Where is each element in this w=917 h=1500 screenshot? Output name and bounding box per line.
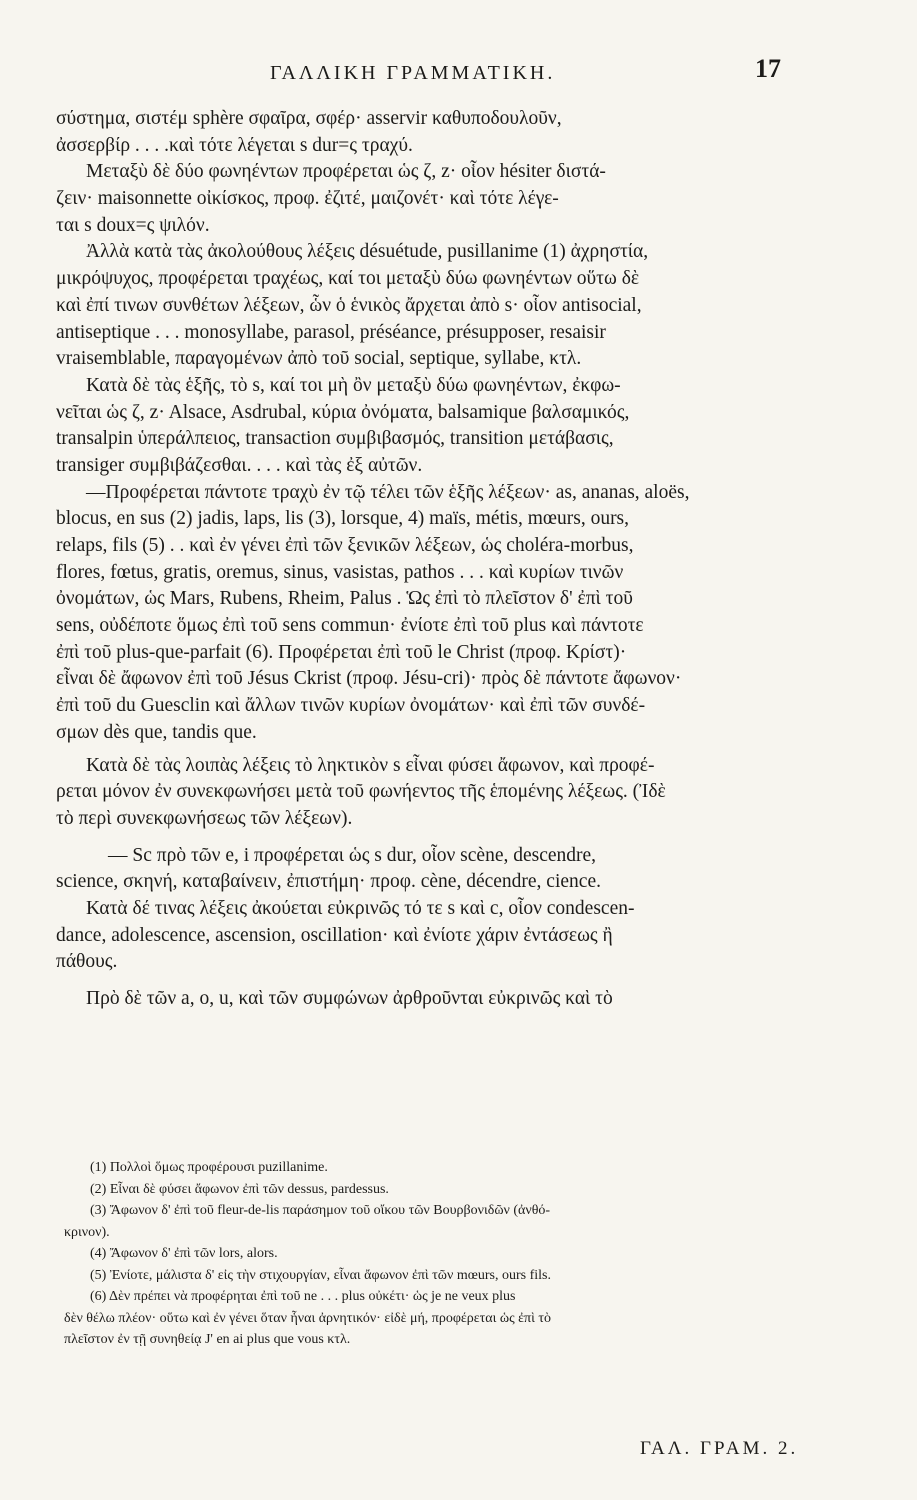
body-text [56, 106, 796, 1013]
text-line: ἐπὶ τοῦ plus-que-parfait (6). Προφέρεται ἐπὶ τοῦ le Christ (προφ. Κρίστ)· [56, 641, 627, 663]
text-line: Μεταξὺ δὲ δύο φωνηέντων προφέρεται ὡς ζ, z· οἷον hésiter διστά- [86, 161, 606, 183]
text-line: flores, fœtus, gratis, oremus, sinus, vasistas, pathos . . . καὶ κυρίων τινῶν [56, 561, 624, 583]
footnote-continuation: κρινον). [64, 1224, 110, 1240]
text-line: ἐπὶ τοῦ du Guesclin καὶ ἄλλων τινῶν κυρίων ὀνομάτων· καὶ ἐπὶ τῶν συνδέ- [56, 695, 646, 717]
footnote: (2) Εἶναι δὲ φύσει ἄφωνον ἐπὶ τῶν dessus, pardessus. [90, 1181, 389, 1197]
footnote-continuation: δὲν θέλω πλέον· οὕτω καὶ ἐν γένει ὅταν ἦναι ἀρνητικόν· εἰδὲ μή, προφέρεται ὡς ἐπὶ τὸ [64, 1310, 551, 1326]
text-line: dance, adolescence, ascension, oscillation· καὶ ἐνίοτε χάριν ἐντάσεως ἢ [56, 924, 613, 946]
footnote: (1) Πολλοὶ ὅμως προφέρουσι puzillanime. [90, 1160, 328, 1175]
page-number: 17 [755, 54, 781, 83]
text-line: Ἀλλὰ κατὰ τὰς ἀκολούθους λέξεις désuétude, pusillanime (1) ἀχρηστία, [86, 241, 649, 263]
running-title: ΓΑΛΛΙΚΗ ΓΡΑΜΜΑΤΙΚΗ. [270, 62, 556, 84]
text-line: μικρόψυχος, προφέρεται τραχέως, καί τοι μεταξὺ δύω φωνηέντων οὕτω δὲ [56, 268, 640, 290]
footnote-continuation: πλεῖστον ἐν τῇ συνηθείᾳ J' en ai plus que vous κτλ. [64, 1332, 351, 1347]
text-line: καὶ ἐπί τινων συνθέτων λέξεων, ὧν ὁ ἑνικὸς ἄρχεται ἀπὸ s· οἷον antisocial, [56, 294, 642, 316]
text-line: sens, οὐδέποτε ὅμως ἐπὶ τοῦ sens commun· ἐνίοτε ἐπὶ τοῦ plus καὶ πάντοτε [56, 615, 644, 637]
footnote: (4) Ἄφωνον δ' ἐπὶ τῶν lors, alors. [90, 1246, 278, 1261]
text-line: ται s doux=ς ψιλόν. [56, 214, 210, 236]
text-line: ρεται μόνον ἐν συνεκφωνήσει μετὰ τοῦ φωνήεντος τῆς ἑπομένης λέξεως. (Ἰδὲ [56, 781, 666, 803]
text-line: ζειν· maisonnette οἰκίσκος, προφ. ἐζιτέ, μαιζονέτ· καὶ τότε λέγε- [56, 188, 559, 210]
text-line: τὸ περὶ συνεκφωνήσεως τῶν λέξεων). [56, 807, 353, 829]
text-line: πάθους. [56, 951, 118, 973]
footnote: (6) Δὲν πρέπει νὰ προφέρηται ἐπὶ τοῦ ne . . . plus οὐκέτι· ὡς je ne veux plus [90, 1289, 516, 1304]
text-line: blocus, en sus (2) jadis, laps, lis (3), lorsque, 4) maïs, métis, mœurs, ours, [56, 508, 630, 530]
text-line: νεῖται ὡς ζ, z· Alsace, Asdrubal, κύρια ὀνόματα, balsamique βαλσαμικός, [56, 401, 630, 423]
text-line: transiger συμβιβάζεσθαι. . . . καὶ τὰς ἐξ αὐτῶν. [56, 454, 423, 476]
footnote: (3) Ἄφωνον δ' ἐπὶ τοῦ fleur-de-lis παράσημον τοῦ οἴκου τῶν Βουρβονιδῶν (ἀνθό- [90, 1203, 551, 1218]
text-line: σύστημα, σιστέμ sphère σφαῖρα, σφέρ· asservir καθυποδουλοῦν, [56, 108, 562, 129]
footnotes [64, 1157, 810, 1351]
text-line: εἶναι δὲ ἄφωνον ἐπὶ τοῦ Jésus Ckrist (προφ. Jésu-cri)· πρὸς δὲ πάντοτε ἄφωνον· [56, 668, 682, 690]
text-line: science, σκηνή, καταβαίνειν, ἐπιστήμη· προφ. cène, décendre, cience. [56, 871, 601, 893]
text-line: Κατὰ δὲ τὰς ἑξῆς, τὸ s, καί τοι μὴ ὂν μεταξὺ δύω φωνηέντων, ἐκφω- [86, 374, 621, 396]
text-line: transalpin ὑπεράλπειος, transaction συμβιβασμός, transition μετάβασις, [56, 428, 614, 450]
printer-signature: ΓΑΛ. ΓΡΑΜ. 2. [640, 1438, 799, 1459]
text-line: relaps, fils (5) . . καὶ ἐν γένει ἐπὶ τῶν ξενικῶν λέξεων, ὡς choléra-morbus, [56, 535, 634, 556]
text-line: Κατὰ δέ τινας λέξεις ἀκούεται εὐκρινῶς τό τε s καὶ c, οἷον condescen- [86, 897, 635, 919]
text-line: antiseptique . . . monosyllabe, parasol, préséance, présupposer, resaisir [56, 321, 606, 343]
page-header [0, 52, 917, 92]
text-line: —Προφέρεται πάντοτε τραχὺ ἐν τῷ τέλει τῶν ἑξῆς λέξεων· as, ananas, aloës, [86, 481, 690, 503]
text-line: Κατὰ δὲ τὰς λοιπὰς λέξεις τὸ ληκτικὸν s εἶναι φύσει ἄφωνον, καὶ προφέ- [86, 754, 655, 776]
text-line: vraisemblable, παραγομένων ἀπὸ τοῦ social, septique, syllabe, κτλ. [56, 348, 582, 370]
text-line: — Sc πρὸ τῶν e, i προφέρεται ὡς s dur, οἷον scène, descendre, [108, 844, 597, 866]
text-line: Πρὸ δὲ τῶν a, o, u, καὶ τῶν συμφώνων ἀρθροῦνται εὐκρινῶς καὶ τὸ [86, 988, 613, 1009]
text-line: ἀσσερβίρ . . . .καὶ τότε λέγεται s dur=ς τραχύ. [56, 134, 413, 156]
footnote: (5) Ἐνίοτε, μάλιστα δ' εἰς τὴν στιχουργίαν, εἶναι ἄφωνον ἐπὶ τῶν mœurs, ours fils. [90, 1267, 551, 1283]
text-line: ὀνομάτων, ὡς Mars, Rubens, Rheim, Palus . Ὡς ἐπὶ τὸ πλεῖστον δ' ἐπὶ τοῦ [56, 588, 633, 610]
text-line: σμων dès que, tandis que. [56, 721, 257, 743]
